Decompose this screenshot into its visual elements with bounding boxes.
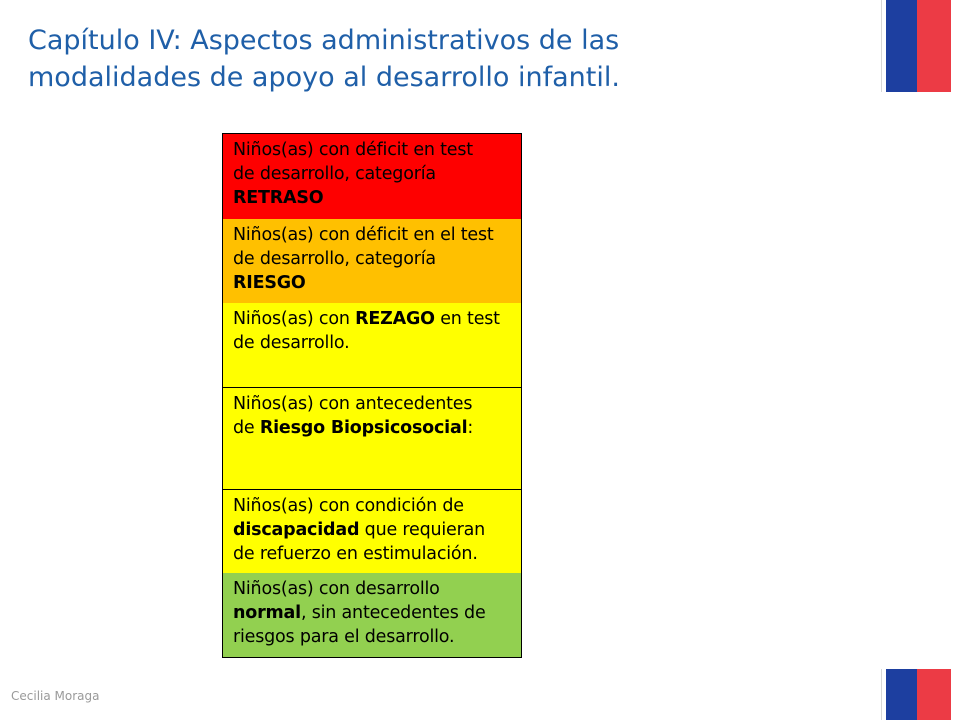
flag-blue-stripe (886, 0, 918, 92)
slide-title-line-2: modalidades de apoyo al desarrollo infantil. (28, 62, 620, 93)
row-line: de Riesgo Biopsicosocial: (233, 418, 474, 438)
row-line: Niños(as) con REZAGO en test (233, 309, 500, 329)
row-line (233, 271, 513, 295)
row-line: discapacidad que requieran (233, 520, 486, 540)
row-line: de desarrollo, categoría (233, 249, 436, 269)
category-label-bold: RETRASO (233, 188, 324, 208)
row-line: riesgos para el desarrollo. (233, 627, 455, 647)
row-line: Niños(as) con desarrollo (233, 579, 440, 599)
category-row-retraso (223, 134, 521, 219)
category-label-bold: REZAGO (355, 309, 435, 329)
chile-flag-stripes-bottom (881, 669, 951, 720)
row-line: Niños(as) con condición de (233, 496, 464, 516)
flag-red-stripe (917, 0, 951, 92)
row-line: de refuerzo en estimulación. (233, 544, 478, 564)
development-category-table (222, 133, 522, 658)
category-row-normal (223, 573, 521, 657)
category-label-bold: discapacidad (233, 520, 360, 540)
row-line: normal, sin antecedentes de (233, 603, 486, 623)
row-line: de desarrollo. (233, 333, 350, 353)
row-line: Niños(as) con déficit en el test (233, 225, 494, 245)
category-row-riesgo (223, 219, 521, 303)
category-row-discapacidad (223, 490, 521, 573)
flag-blue-stripe (886, 669, 918, 720)
row-line (233, 186, 513, 210)
category-label-bold: RIESGO (233, 273, 306, 293)
footer-author: Cecilia Moraga (11, 689, 100, 703)
category-label-bold: normal (233, 603, 301, 623)
row-line: Niños(as) con antecedentes (233, 394, 473, 414)
row-line: de desarrollo, categoría (233, 164, 436, 184)
category-row-riesgo-biopsicosocial (223, 388, 521, 490)
slide-title (28, 22, 848, 96)
flag-red-stripe (917, 669, 951, 720)
slide-title-line-1: Capítulo IV: Aspectos administrativos de las (28, 25, 620, 56)
category-row-rezago (223, 303, 521, 388)
category-label-bold: Riesgo Biopsicosocial (259, 418, 468, 438)
row-line: Niños(as) con déficit en test (233, 140, 473, 160)
chile-flag-stripes-top (881, 0, 951, 92)
